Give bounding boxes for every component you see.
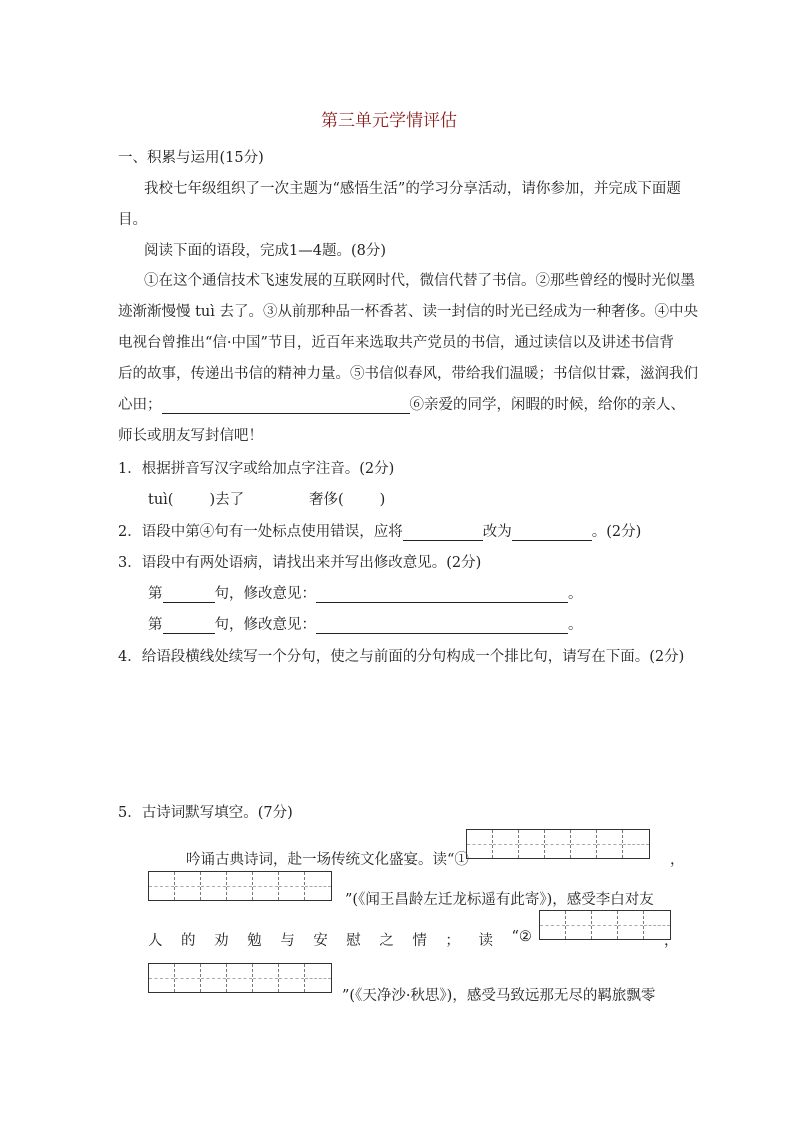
passage-line-5 xyxy=(118,393,685,414)
reading-prompt: 阅读下面的语段，完成1—4题。(8分) xyxy=(144,243,386,259)
q3-row-2-prefix: 第 xyxy=(148,617,163,633)
q5-char: 慰 xyxy=(346,933,361,949)
passage-line-6: 师长或朋友写封信吧！ xyxy=(118,428,263,444)
q5-answer-grid-2[interactable] xyxy=(148,871,332,901)
question-5: 5．古诗词默写填空。(7分) xyxy=(118,805,293,821)
q4-answer-area[interactable] xyxy=(118,672,678,782)
question-3: 3．语段中有两处语病，请找出来并写出修改意见。(2分) xyxy=(118,555,482,571)
q1-item-1 xyxy=(148,488,244,509)
intro-line-1: 我校七年级组织了一次主题为“感悟生活”的学习分享活动，请你参加，并完成下面题 xyxy=(144,181,681,197)
q5-char: 劝 xyxy=(214,933,229,949)
passage-line-3: 电视台曾推出“信·中国”节目，近百年来选取共产党员的书信，通过读信以及讲述书信背 xyxy=(118,335,674,351)
q5-char: 之 xyxy=(379,933,394,949)
q5-line-4: ”(《天净沙·秋思》)，感受马致远那无尽的羁旅飘零 xyxy=(342,988,656,1004)
q2-blank-to[interactable] xyxy=(512,526,592,541)
passage-line-1: ①在这个通信技术飞速发展的互联网时代，微信代替了书信。②那些曾经的慢时光似墨 xyxy=(144,273,695,289)
q5-char: 情 xyxy=(412,933,427,949)
q3-sentence-blank-2[interactable] xyxy=(163,619,215,634)
q5-char: 的 xyxy=(181,933,196,949)
q3-sentence-blank-1[interactable] xyxy=(163,588,215,603)
q2-text-3: 。(2分) xyxy=(591,524,642,540)
q3-row-2-middle: 句，修改意见： xyxy=(214,617,316,633)
page-title: 第三单元学情评估 xyxy=(321,111,457,131)
q5-line-3 xyxy=(148,929,532,950)
q5-char: 安 xyxy=(313,933,328,949)
q5-answer-grid-1[interactable] xyxy=(466,829,650,859)
q3-fix-blank-2[interactable] xyxy=(316,619,568,634)
q2-blank-from[interactable] xyxy=(403,526,483,541)
q3-row-1-end: 。 xyxy=(568,586,583,602)
q5-char: 与 xyxy=(280,933,295,949)
q5-char: ； xyxy=(445,933,460,949)
passage-line-5-end: ⑥亲爱的同学，闲暇的时候，给你的亲人、 xyxy=(409,397,685,413)
q5-line-2: ”(《闻王昌龄左迁龙标遥有此寄》)，感受李白对友 xyxy=(345,892,654,908)
q3-fix-blank-1[interactable] xyxy=(316,588,568,603)
q1-word-label: 奢侈( xyxy=(309,492,344,508)
q5-char: 读 xyxy=(478,933,493,949)
intro-line-2: 目。 xyxy=(118,212,147,228)
q5-char: 勉 xyxy=(247,933,262,949)
q2-text-2: 改为 xyxy=(482,524,512,540)
question-1: 1．根据拼音写汉字或给加点字注音。(2分) xyxy=(118,461,395,477)
question-4: 4．给语段横线处续写一个分句，使之与前面的分句构成一个排比句，请写在下面。(2分) xyxy=(118,649,685,665)
passage-answer-blank[interactable] xyxy=(162,399,410,414)
passage-line-5-start: 心田； xyxy=(118,397,162,413)
q5-char: “② xyxy=(511,929,532,945)
q5-answer-grid-3[interactable] xyxy=(539,910,671,940)
q1-pinyin-label: tuì( xyxy=(148,492,174,508)
passage-line-2: 迹渐渐慢慢 tuì 去了。③从前那种品一杯香茗、读一封信的时光已经成为一种奢侈。④中央 xyxy=(118,304,699,320)
q3-row-2-end: 。 xyxy=(568,617,583,633)
passage-line-4: 后的故事，传递出书信的精神力量。⑤书信似春风，带给我们温暖；书信似甘霖，滋润我们 xyxy=(118,366,698,382)
q5-answer-grid-4[interactable] xyxy=(148,963,332,993)
q5-char: 人 xyxy=(148,933,163,949)
q3-row-1-prefix: 第 xyxy=(148,586,163,602)
q3-row-2 xyxy=(148,613,583,634)
q1-item-2-suffix: ) xyxy=(379,492,386,508)
q5-line-1: 吟诵古典诗词，赴一场传统文化盛宴。读“① xyxy=(186,852,469,868)
q5-line-3-end: ， xyxy=(664,933,679,949)
q3-row-1 xyxy=(148,582,583,603)
q1-item-1-suffix: )去了 xyxy=(209,492,245,508)
section-heading: 一、积累与运用(15分) xyxy=(118,150,264,166)
question-2 xyxy=(118,520,641,541)
q1-item-2 xyxy=(309,488,385,509)
q5-line-1-end: ， xyxy=(670,852,685,868)
q2-text-1: 2．语段中第④句有一处标点使用错误，应将 xyxy=(118,524,403,540)
q3-row-1-middle: 句，修改意见： xyxy=(214,586,316,602)
